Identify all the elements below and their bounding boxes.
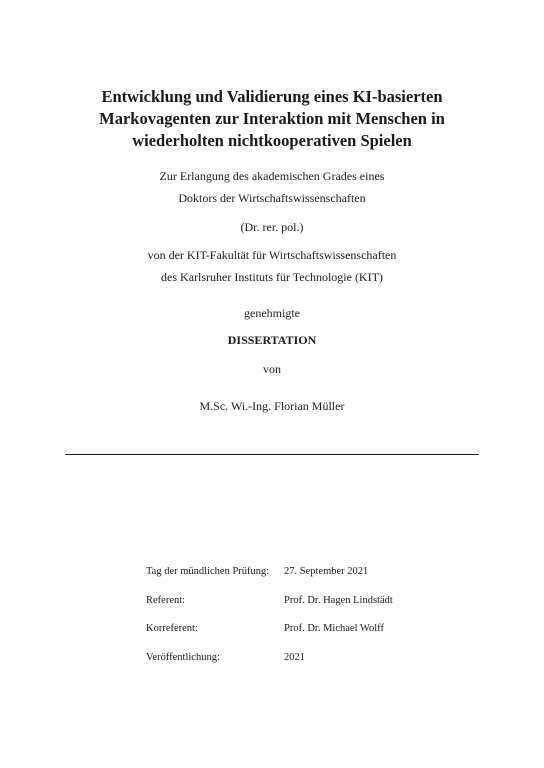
fact-label: Referent:	[146, 594, 186, 606]
fact-value: Prof. Dr. Hagen Lindstädt	[284, 594, 393, 606]
fact-label: Veröffentlichung:	[146, 651, 220, 663]
thesis-title	[0, 86, 544, 152]
approved-text: genehmigte	[244, 306, 300, 320]
thesis-title-line-1: Entwicklung und Validierung eines KI-basierten	[101, 87, 443, 106]
faculty-statement	[0, 244, 544, 288]
fact-label: Korreferent:	[146, 623, 198, 634]
fact-value: 27. September 2021	[284, 566, 369, 577]
degree-abbreviation: (Dr. rer. pol.)	[240, 220, 304, 234]
author-name: M.Sc. Wi.-Ing. Florian Müller	[199, 399, 345, 413]
horizontal-divider	[65, 454, 479, 455]
degree-statement	[0, 165, 544, 209]
degree-line-1: Zur Erlangung des akademischen Grades eines	[159, 169, 385, 183]
thesis-title-line-3: wiederholten nichtkooperativen Spielen	[132, 131, 412, 150]
thesis-title-line-2: Markovagenten zur Interaktion mit Menschen in	[99, 109, 445, 128]
fact-value: Prof. Dr. Michael Wolff	[284, 623, 384, 634]
faculty-line-2: des Karlsruher Instituts für Technologie (KIT)	[161, 270, 383, 284]
fact-value: 2021	[284, 651, 305, 663]
document-type: DISSERTATION	[227, 333, 317, 347]
degree-line-2: Doktors der Wirtschaftswissenschaften	[178, 191, 366, 205]
fact-label: Tag der mündlichen Prüfung:	[146, 566, 270, 577]
faculty-line-1: von der KIT-Fakultät für Wirtschaftswissenschaften	[147, 248, 397, 262]
by-text: von	[263, 362, 281, 376]
